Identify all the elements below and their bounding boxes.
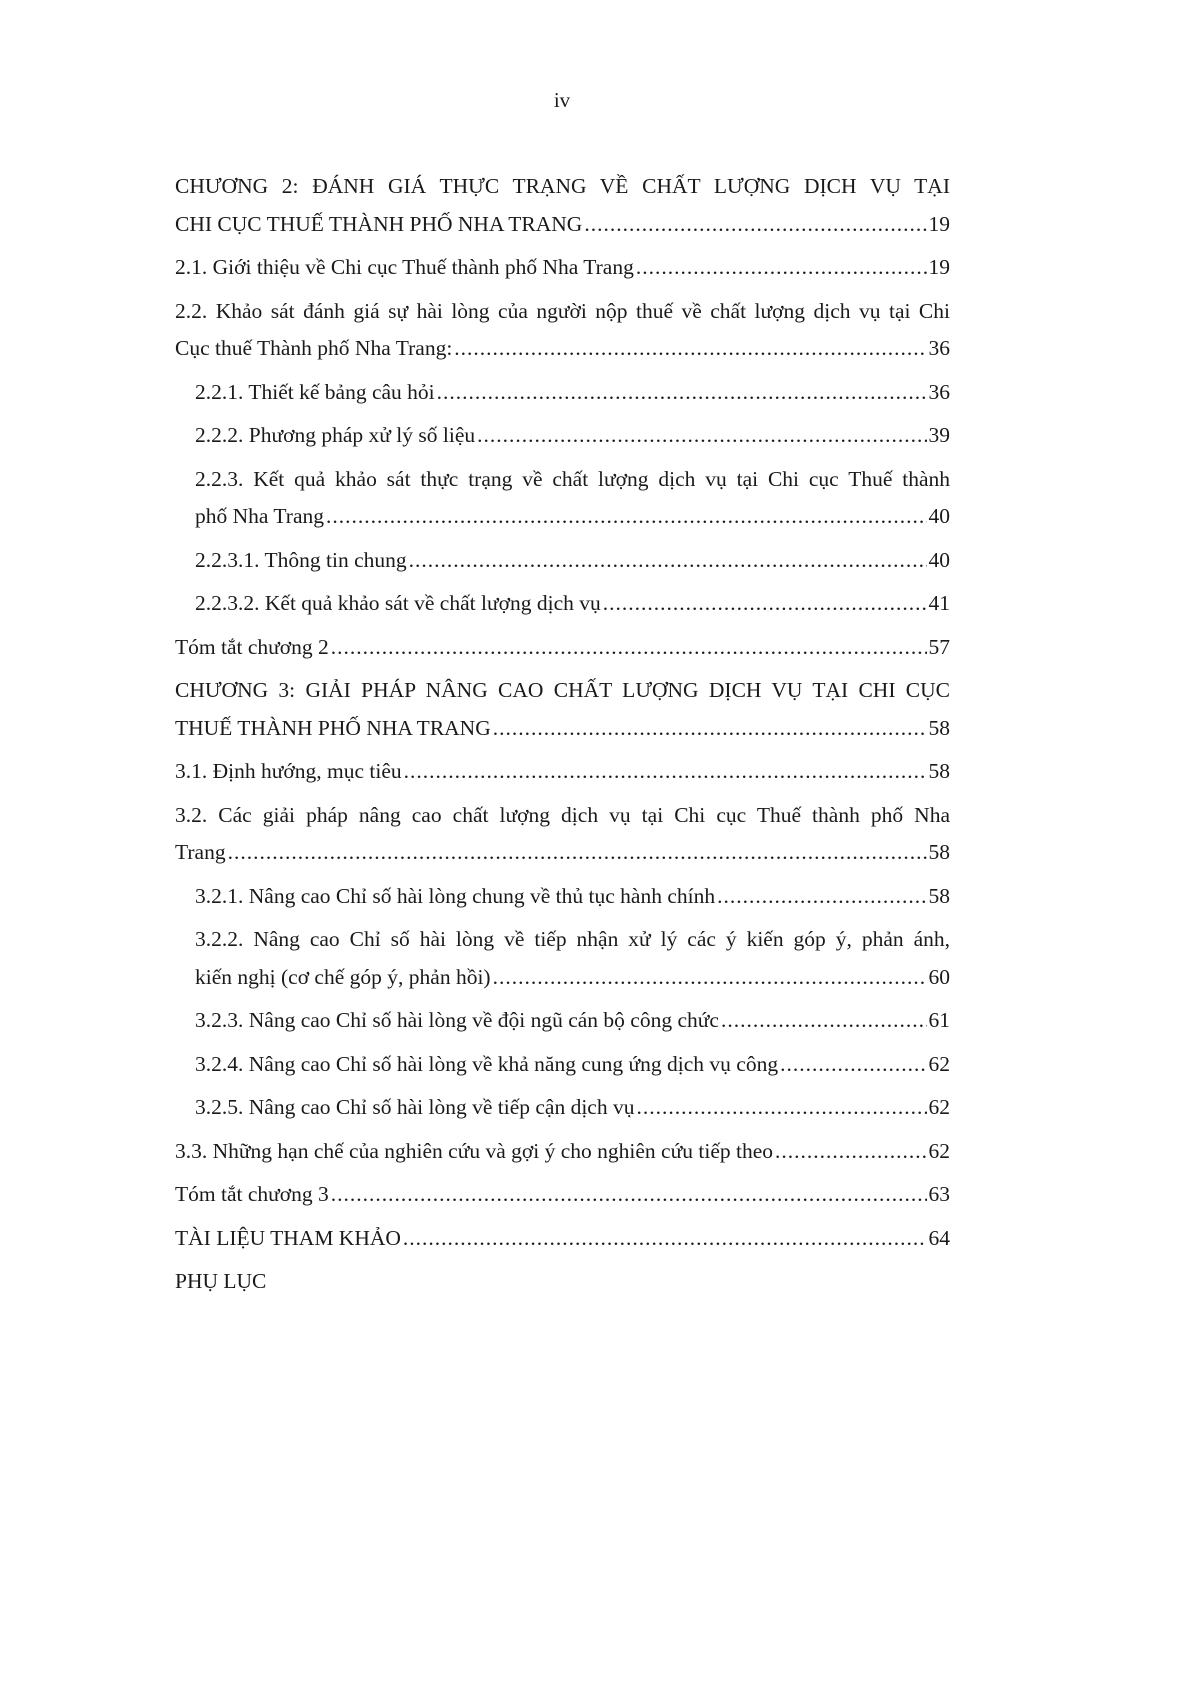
toc-dot-leader (636, 249, 927, 287)
toc-dot-leader (775, 1133, 926, 1171)
toc-entry[interactable] (175, 374, 950, 412)
toc-page-number: 62 (928, 1051, 950, 1076)
toc-entry-line (195, 959, 950, 997)
toc-entry-title: CHI CỤC THUẾ THÀNH PHỐ NHA TRANG (175, 211, 583, 236)
toc-entry-title: 3.3. Những hạn chế của nghiên cứu và gợi ý cho nghiên cứu tiếp theo (175, 1138, 774, 1163)
toc-entry-line (175, 206, 950, 244)
toc-entry-title: PHỤ LỤC (175, 1269, 267, 1293)
toc-page-number: 40 (928, 547, 950, 572)
toc-entry-title: Tóm tắt chương 3 (175, 1182, 329, 1206)
toc-entry-title: TÀI LIỆU THAM KHẢO (175, 1225, 401, 1250)
toc-entry-title: 3.1. Định hướng, mục tiêu (175, 759, 402, 783)
toc-page-number: 36 (928, 336, 950, 360)
toc-page-number: 62 (928, 1095, 950, 1119)
toc-entry-lead-text: 3.2. Các giải pháp nâng cao chất lượng dịch vụ tại Chi cục Thuế thành phố Nha (175, 802, 950, 827)
toc-entry-title: 3.2.4. Nâng cao Chỉ số hài lòng về khả năng cung ứng dịch vụ công (195, 1051, 779, 1076)
toc-entry-title: 2.2.1. Thiết kế bảng câu hỏi (195, 379, 435, 404)
toc-entry-title: 3.2.3. Nâng cao Chỉ số hài lòng về đội ngũ cán bộ công chức (195, 1008, 719, 1032)
toc-entry-title: THUẾ THÀNH PHỐ NHA TRANG (175, 715, 491, 740)
toc-dot-leader (721, 1002, 927, 1040)
toc-dot-leader (331, 1176, 927, 1214)
toc-dot-leader (584, 206, 926, 244)
toc-entry-title: 2.2.2. Phương pháp xử lý số liệu (195, 423, 476, 447)
toc-entry-line (195, 1089, 950, 1127)
toc-entry-line (175, 1133, 950, 1171)
toc-entry[interactable] (175, 1089, 950, 1127)
toc-entry[interactable] (175, 461, 950, 536)
toc-entry[interactable] (175, 585, 950, 623)
toc-dot-leader (780, 1046, 926, 1084)
toc-entry-lead-text: 2.2.3. Kết quả khảo sát thực trạng về chất lượng dịch vụ tại Chi cục Thuế thành (195, 466, 950, 491)
toc-entry[interactable] (175, 1220, 950, 1258)
toc-page-number: 64 (928, 1225, 950, 1250)
toc-page-number: 40 (928, 504, 950, 528)
toc-dot-leader (454, 330, 926, 368)
toc-entry-title: Cục thuế Thành phố Nha Trang: (175, 336, 453, 360)
toc-dot-leader (409, 542, 927, 580)
toc-page-number: 58 (928, 883, 950, 908)
toc-entry-line (175, 834, 950, 872)
toc-entry-line (195, 878, 950, 916)
toc-page-number: 61 (928, 1008, 950, 1032)
toc-entry-line (195, 1046, 950, 1084)
toc-dot-leader (717, 878, 926, 916)
toc-dot-leader (477, 417, 926, 455)
toc-entry-line (175, 1220, 950, 1258)
toc-entry[interactable] (175, 1176, 950, 1214)
toc-page-number: 57 (928, 634, 950, 659)
toc-entry-line (175, 1263, 950, 1301)
toc-entry[interactable] (175, 753, 950, 791)
toc-entry[interactable] (175, 1046, 950, 1084)
toc-entry[interactable] (175, 629, 950, 667)
toc-entry-lead-text: 3.2.2. Nâng cao Chỉ số hài lòng về tiếp nhận xử lý các ý kiến góp ý, phản ánh, (195, 927, 950, 951)
toc-dot-leader (493, 710, 927, 748)
toc-dot-leader (437, 374, 927, 412)
toc-entry-title: 2.1. Giới thiệu về Chi cục Thuế thành phố Nha Trang (175, 255, 634, 279)
toc-page-number: 39 (928, 423, 950, 447)
toc-entry-title: 3.2.1. Nâng cao Chỉ số hài lòng chung về thủ tục hành chính (195, 883, 716, 908)
toc-entry[interactable] (175, 672, 950, 747)
toc-dot-leader (404, 753, 927, 791)
toc-page-number: 19 (928, 211, 950, 236)
toc-page-number: 58 (928, 715, 950, 740)
toc-entry-line (175, 710, 950, 748)
toc-entry-line (195, 585, 950, 623)
toc-entry-title: kiến nghị (cơ chế góp ý, phản hồi) (195, 964, 491, 989)
page-number: iv (553, 88, 571, 112)
toc-entry[interactable] (175, 542, 950, 580)
toc-entry-line (175, 629, 950, 667)
toc-dot-leader (403, 1220, 927, 1258)
toc-entry-line (195, 374, 950, 412)
toc-entry-title: 2.2.3.2. Kết quả khảo sát về chất lượng dịch vụ (195, 591, 601, 615)
toc-dot-leader (636, 1089, 926, 1127)
toc-entry-line (195, 417, 950, 455)
table-of-contents (175, 168, 950, 1307)
toc-entry[interactable] (175, 1133, 950, 1171)
toc-entry-title: 2.2.3.1. Thông tin chung (195, 547, 407, 572)
toc-entry-line (195, 1002, 950, 1040)
toc-entry-title: phố Nha Trang (195, 504, 325, 528)
toc-entry[interactable] (175, 921, 950, 996)
toc-entry-lead-text: CHƯƠNG 2: ĐÁNH GIÁ THỰC TRẠNG VỀ CHẤT LƯỢNG DỊCH VỤ TẠI (175, 174, 950, 198)
toc-entry[interactable] (175, 293, 950, 368)
toc-entry-line (175, 330, 950, 368)
toc-page-number: 36 (928, 379, 950, 404)
toc-entry-title: Trang (175, 840, 226, 864)
toc-entry[interactable] (175, 1263, 950, 1301)
toc-entry-line (195, 542, 950, 580)
toc-dot-leader (331, 629, 927, 667)
toc-entry-title: 3.2.5. Nâng cao Chỉ số hài lòng về tiếp cận dịch vụ (195, 1095, 635, 1119)
toc-entry-lead-text: CHƯƠNG 3: GIẢI PHÁP NÂNG CAO CHẤT LƯỢNG DỊCH VỤ TẠI CHI CỤC (175, 678, 950, 702)
toc-entry[interactable] (175, 797, 950, 872)
toc-page-number: 41 (928, 591, 950, 615)
toc-dot-leader (326, 498, 926, 536)
toc-entry-line (175, 249, 950, 287)
toc-page-number: 58 (928, 759, 950, 783)
toc-entry-line (175, 753, 950, 791)
toc-page-number: 62 (928, 1138, 950, 1163)
toc-entry[interactable] (175, 168, 950, 243)
toc-entry-line (195, 498, 950, 536)
toc-page-number: 19 (928, 255, 950, 279)
toc-entry-lead-text: 2.2. Khảo sát đánh giá sự hài lòng của người nộp thuế về chất lượng dịch vụ tại Chi (175, 298, 950, 323)
toc-entry[interactable] (175, 249, 950, 287)
toc-page-number: 60 (928, 964, 950, 989)
toc-page-number: 63 (928, 1182, 950, 1206)
toc-entry[interactable] (175, 417, 950, 455)
toc-entry-line (175, 1176, 950, 1214)
toc-page-number: 58 (928, 840, 950, 864)
toc-dot-leader (603, 585, 927, 623)
toc-entry[interactable] (175, 1002, 950, 1040)
toc-entry-title: Tóm tắt chương 2 (175, 634, 329, 659)
toc-entry[interactable] (175, 878, 950, 916)
toc-dot-leader (493, 959, 927, 997)
toc-dot-leader (228, 834, 927, 872)
